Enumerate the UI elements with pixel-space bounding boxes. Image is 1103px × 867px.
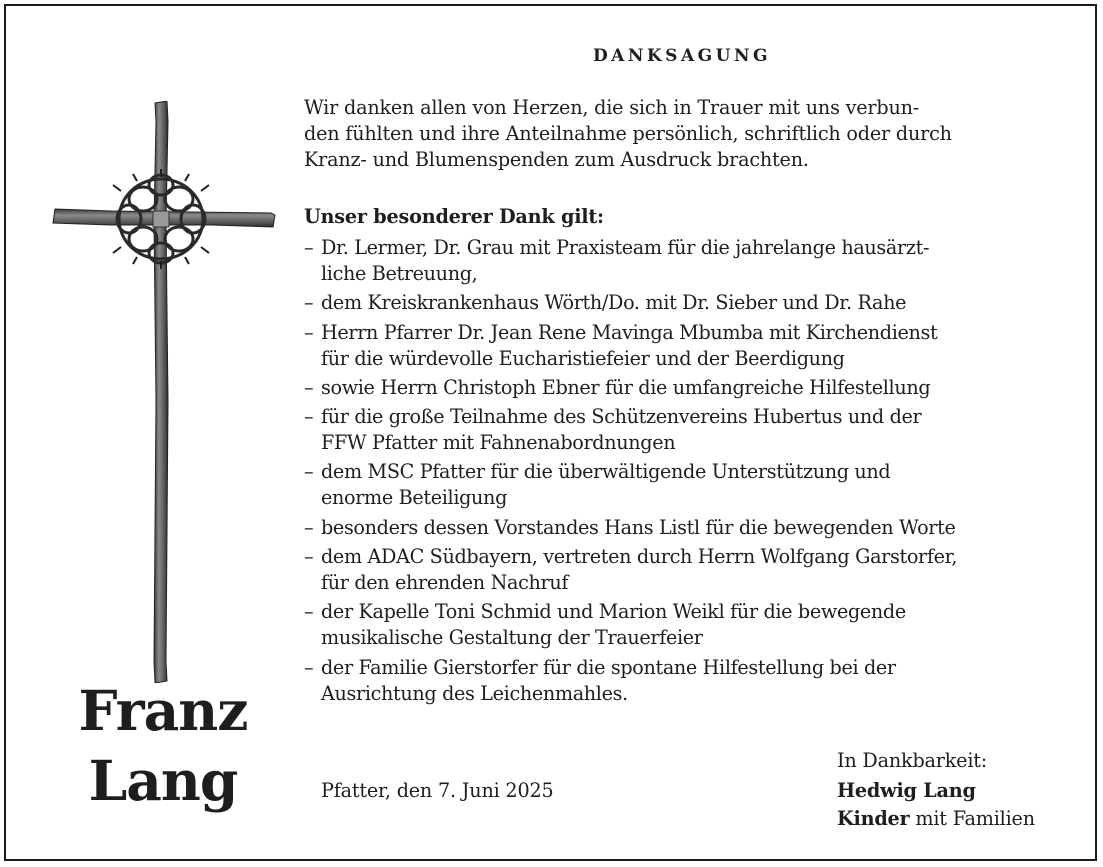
signature-family [837, 807, 1035, 830]
list-item: – dem Kreiskrankenhaus Wörth/Do. mit Dr. Sieber und Dr. Rahe [304, 291, 907, 315]
intro-line: Kranz- und Blumenspenden zum Ausdruck brachten. [304, 148, 809, 171]
deceased-first-name: Franz [78, 678, 248, 743]
cross-with-crown-of-thorns-icon [51, 101, 277, 683]
intro-paragraph [304, 95, 1064, 173]
obituary-notice [4, 4, 1097, 861]
intro-line: Wir danken allen von Herzen, die sich in Trauer mit uns verbun- [304, 96, 920, 119]
list-item: – dem ADAC Südbayern, vertreten durch Herrn Wolfgang Garstorfer, für den ehrenden Nachruf [304, 545, 958, 595]
list-item: – der Kapelle Toni Schmid und Marion Weikl für die bewegende musikalische Gestaltung der Trauerfeier [304, 600, 906, 650]
place-and-date: Pfatter, den 7. Juni 2025 [321, 779, 554, 802]
signature-children: Kinder [837, 807, 910, 830]
intro-line: den fühlten und ihre Anteilnahme persönlich, schriftlich oder durch [304, 122, 952, 145]
notice-heading: DANKSAGUNG [592, 46, 772, 66]
list-item: – besonders dessen Vorstandes Hans Listl für die bewegenden Worte [304, 515, 956, 539]
list-item: – Herrn Pfarrer Dr. Jean Rene Mavinga Mbumba mit Kirchendienst für die würdevolle Eucharistiefeier und der Beerdigung [304, 320, 938, 370]
signature-name: Hedwig Lang [837, 779, 976, 802]
thanks-list [304, 235, 1074, 710]
thanks-subheading: Unser besonderer Dank gilt: [304, 205, 604, 228]
list-item: – für die große Teilnahme des Schützenvereins Hubertus und der FFW Pfatter mit Fahnenabordnungen [304, 405, 922, 455]
list-item: – der Familie Gierstorfer für die spontane Hilfestellung bei der Ausrichtung des Leichenmahles. [304, 655, 896, 705]
list-item: – sowie Herrn Christoph Ebner für die umfangreiche Hilfestellung [304, 375, 931, 399]
deceased-last-name: Lang [88, 748, 238, 813]
list-item: – Dr. Lermer, Dr. Grau mit Praxisteam für die jahrelange hausärzt- liche Betreuung, [304, 236, 930, 285]
list-item: – dem MSC Pfatter für die überwältigende Unterstützung und enorme Beteiligung [304, 460, 891, 510]
closing-line: In Dankbarkeit: [837, 749, 988, 772]
signature-families: mit Familien [909, 807, 1035, 830]
